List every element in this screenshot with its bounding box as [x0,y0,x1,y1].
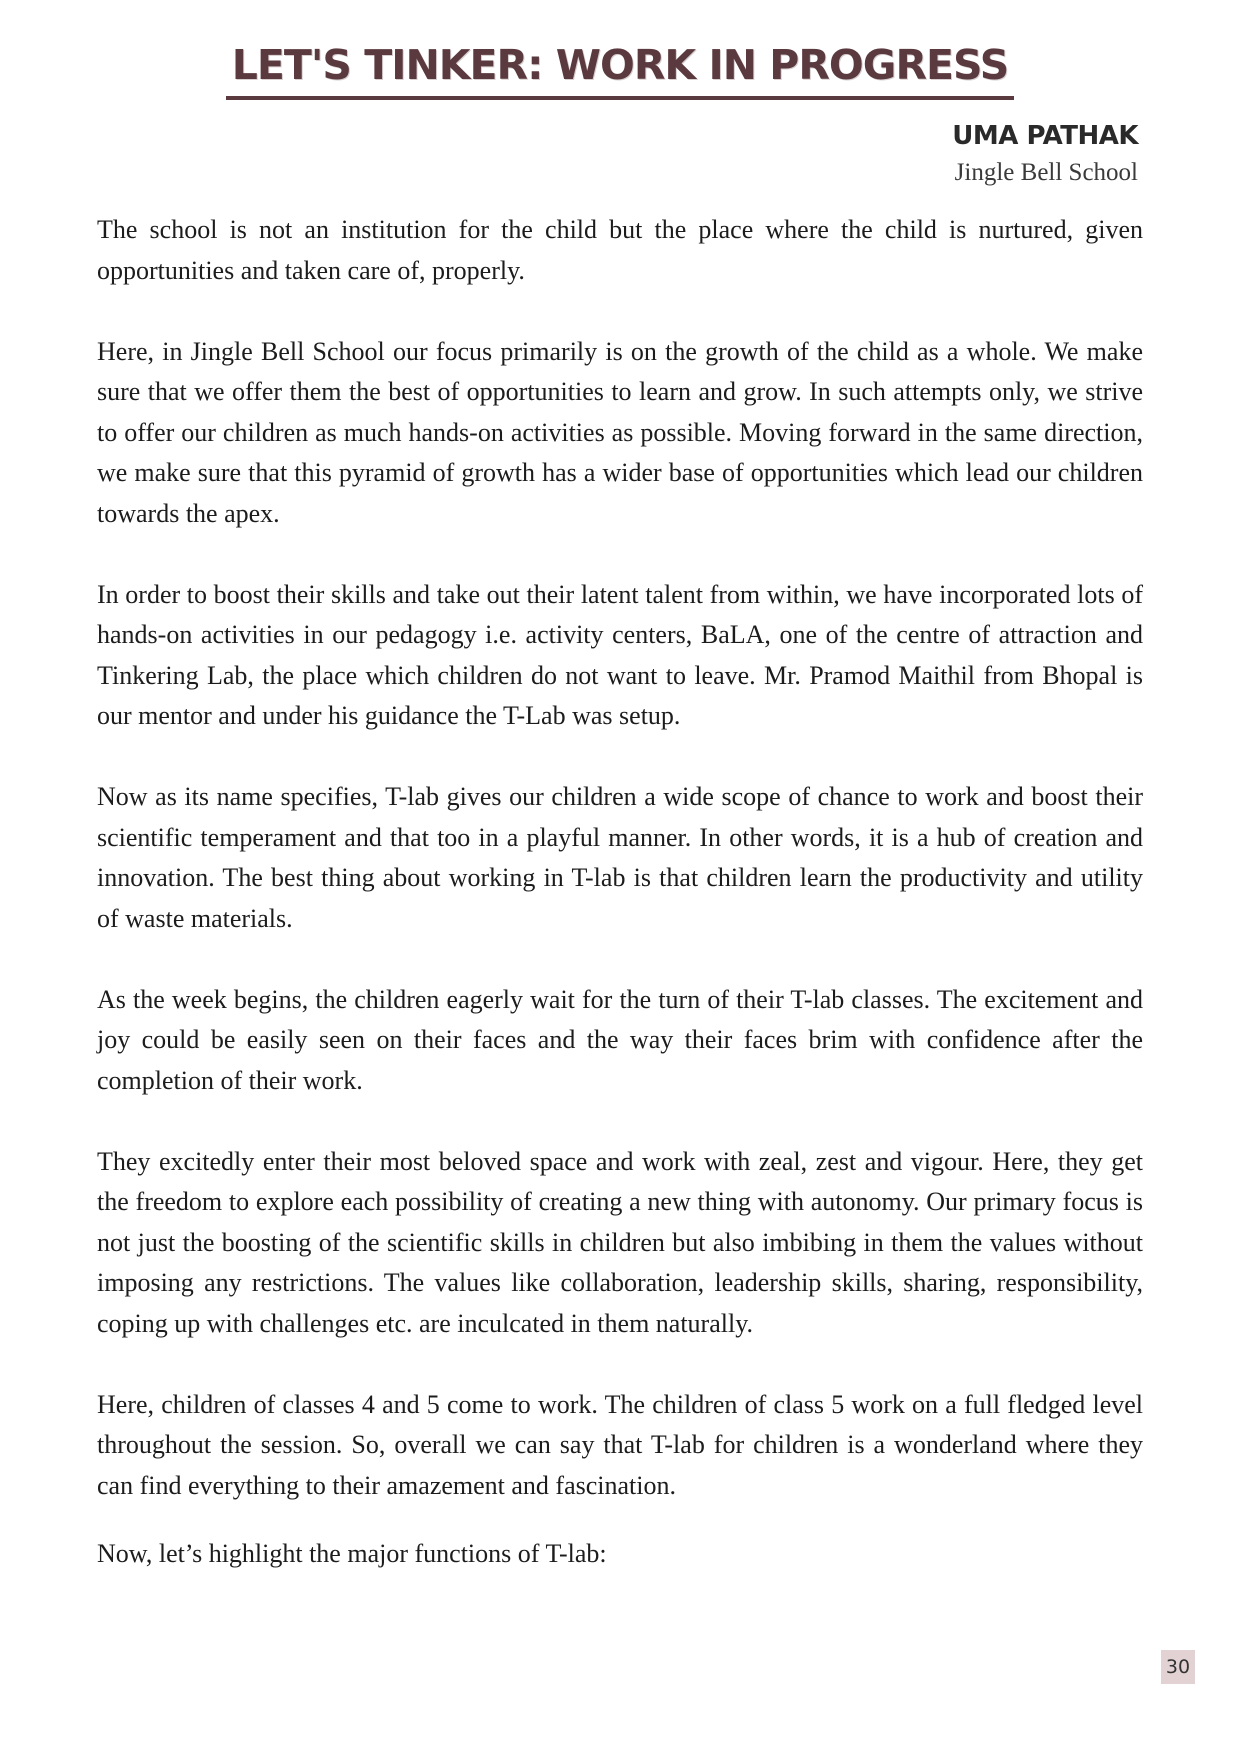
page-number-badge: 30 [1161,1650,1195,1684]
article-body [97,210,1143,1575]
paragraph: The school is not an institution for the child but the place where the child is nurtured, given opportunities and taken care of, properly. [97,215,1143,285]
paragraph: As the week begins, the children eagerly wait for the turn of their T-lab classes. The excitement and joy could be easily seen on their faces and the way their faces brim with confidence after the completion of their work. [97,984,1143,1095]
page-title: LET'S TINKER: WORK IN PROGRESS [226,40,1014,100]
paragraph: Now as its name specifies, T-lab gives our children a wide scope of chance to work and boost their scientific temperament and that too in a playful manner. In other words, it is a hub of creation and innovation. The best thing about working in T-lab is that children learn the productivity and utility of waste materials. [97,782,1143,933]
school-name: Jingle Bell School [954,159,1138,186]
paragraph: Here, in Jingle Bell School our focus primarily is on the growth of the child as a whole. We make sure that we offer them the best of opportunities to learn and grow. In such attempts only, we strive to offer our children as much hands-on activities as possible. Moving forward in the same direction, we make sure that this pyramid of growth has a wider base of opportunities which lead our children towards the apex. [97,336,1143,528]
author-name: UMA PATHAK [952,121,1138,151]
paragraph: In order to boost their skills and take out their latent talent from within, we have incorporated lots of hands-on activities in our pedagogy i.e. activity centers, BaLA, one of the centre of attraction and Tinkering Lab, the place which children do not want to leave. Mr. Pramod Maithil from Bhopal is our mentor and under his guidance the T-Lab was setup. [97,579,1143,730]
byline [952,118,1138,192]
paragraph: Now, let’s highlight the major functions of T-lab: [97,1539,607,1568]
paragraph: They excitedly enter their most beloved space and work with zeal, zest and vigour. Here, they get the freedom to explore each possibility of creating a new thing with autonomy. Our primary focus is not just the boosting of the scientific skills in children but also imbibing in them the values without imposing any restrictions. The values like collaboration, leadership skills, sharing, responsibility, coping up with challenges etc. are inculcated in them naturally. [97,1146,1143,1338]
paragraph: Here, children of classes 4 and 5 come to work. The children of class 5 work on a full fledged level throughout the session. So, overall we can say that T-lab for children is a wonderland where they can find everything to their amazement and fascination. [97,1389,1143,1500]
title-area [0,40,1240,100]
